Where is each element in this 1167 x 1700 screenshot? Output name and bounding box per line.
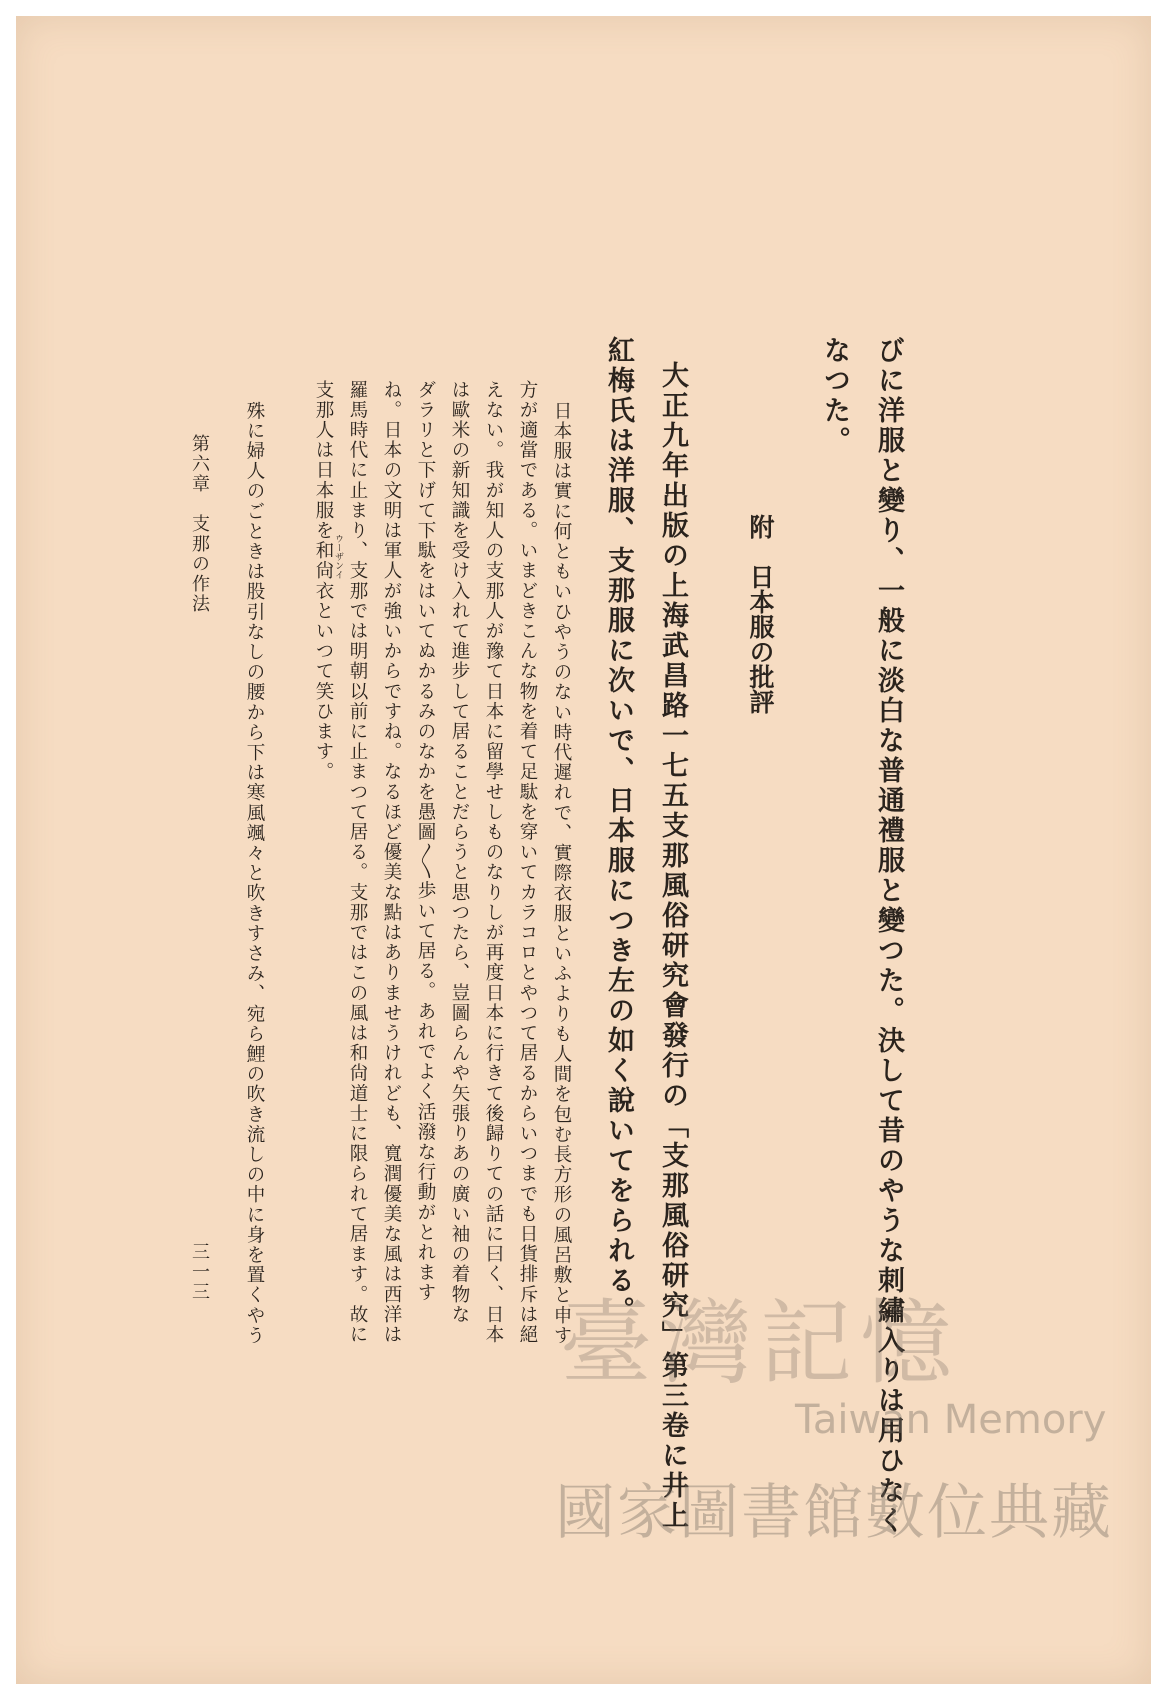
chapter-footer: 第六章 支那の作法 [189,434,210,614]
quote-line-1: 日本服は實に何ともいひやうのない時代遲れで、實際衣服といふよりも人間を包む長方形の風呂敷と申す [551,401,572,1346]
intro-text-line-2: 紅梅氏は洋服、支那服に次いで、日本服につき左の如く說いてをられる。 [603,336,634,1326]
main-text-line-1: びに洋服と變り、一般に淡白な普通禮服と變つた。決して昔のやうな刺繡入りは用ひなく [873,336,904,1536]
quote-line-7: 羅馬時代に止まり、支那では明朝以前に止まつて居る。支那ではこの風は和尙道士に限られて居ます。故に [347,380,368,1345]
quote-line-6: ね。日本の文明は軍人が強いからですね。なるほど優美な點はありませうけれども、寬潤優美な風は西洋は [381,380,402,1345]
quote-line-5: ダラリと下げて下駄をはいてぬかるみのなかを愚圖〳〵歩いて居る。あれでよく活潑な行動がとれます [415,380,436,1303]
ruby-annotation: ウーザンイ [333,534,343,579]
quote-line-3: えない。我が知人の支那人が豫て日本に留學せしものなりしが再度日本に行きて後歸りての話に曰く、日本 [483,380,504,1345]
main-text-line-2: なつた。 [819,336,850,456]
watermark-chinese: 臺灣記憶 [560,1290,961,1397]
watermark-library: 國家圖書館數位典藏 [555,1478,1113,1548]
page-number: 三一三 [189,1242,210,1302]
intro-text-line-1: 大正九年出版の上海武昌路一七五支那風俗研究會發行の「支那風俗研究」第三卷に井上 [657,361,688,1531]
quote-line-4: は歐米の新知識を受け入れて進步して居ることだらうと思つたら、豈圖らんや矢張りあの廣い袖の着物な [449,380,470,1325]
appendix-heading: 附 日本服の批評 [746,514,775,714]
quote-line-2: 方が適當である。いまどきこんな物を着て足駄を穿いてカラコロとやつて居るからいつまでも日貨排斥は絕 [517,380,538,1345]
watermark-latin: Taiwan Memory [795,1397,1107,1443]
quote-line-9: 殊に婦人のごときは股引なしの腰から下は寒風颯々と吹きすさみ、宛ら鯉の吹き流しの中に身を置くやう [244,401,265,1346]
quote-line-8: 支那人は日本服を和尙衣といつて笑ひます。 [313,380,334,782]
